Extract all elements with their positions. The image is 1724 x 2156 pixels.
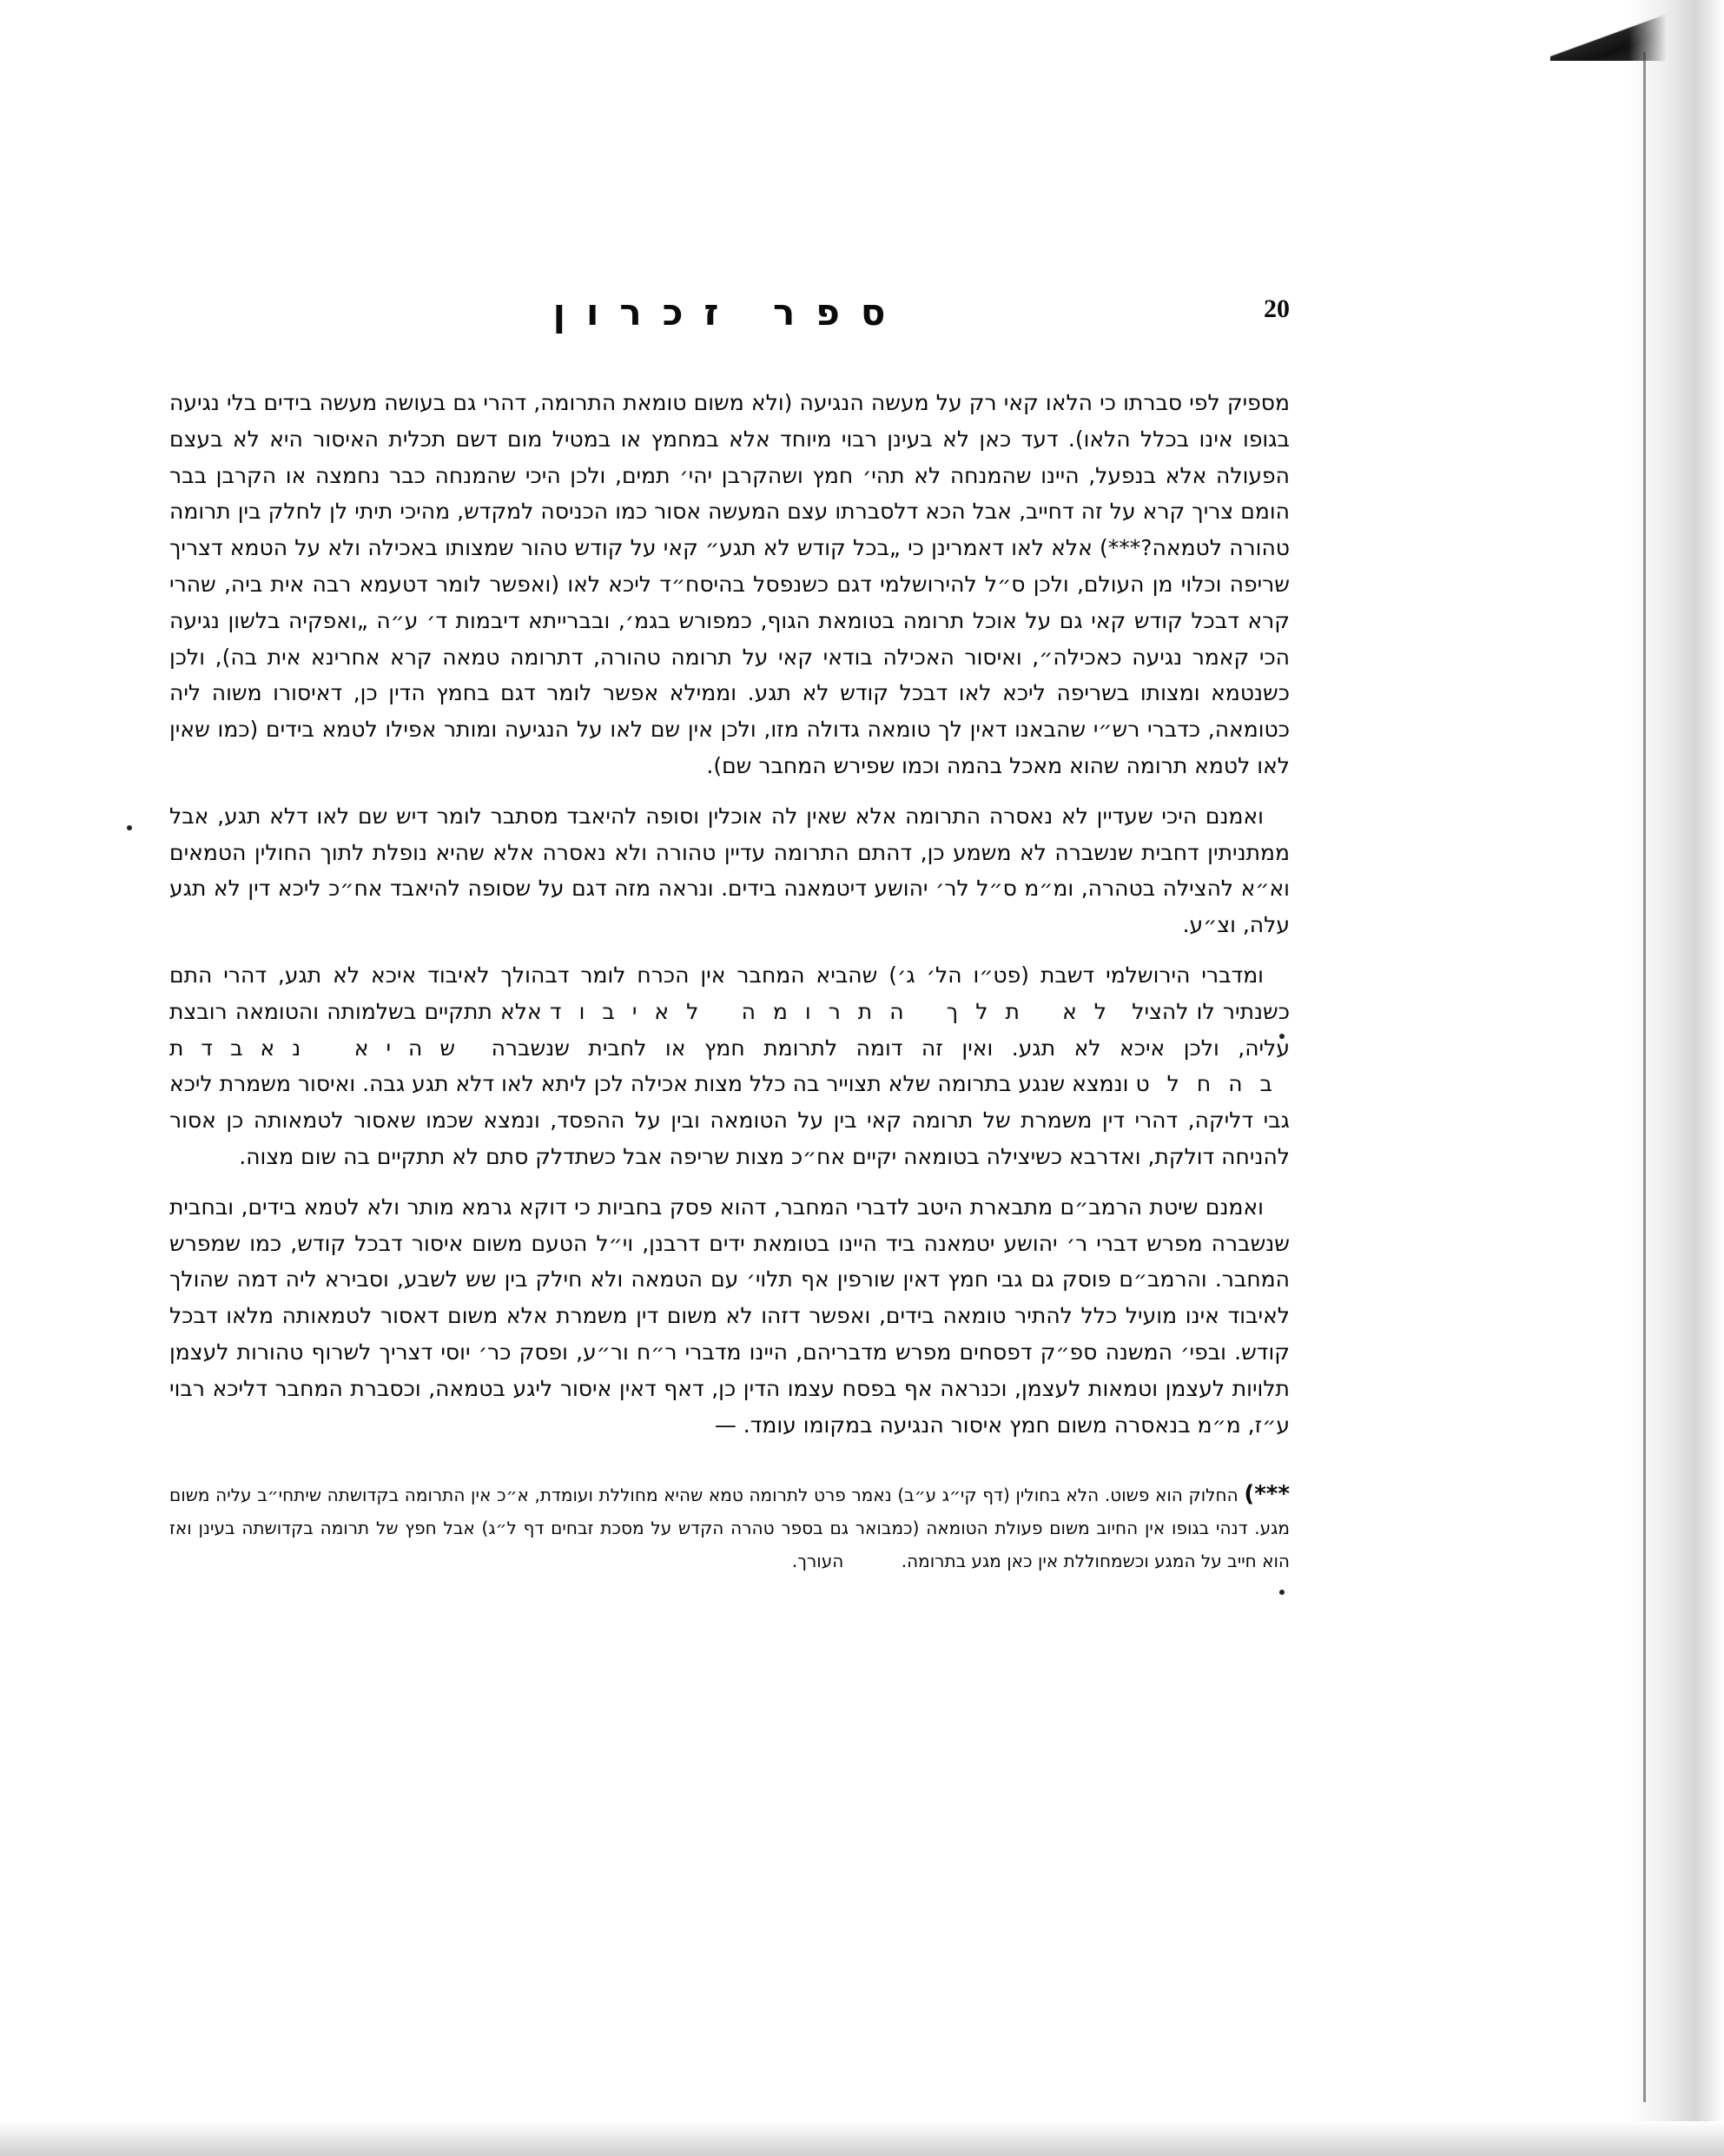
spaced-emphasis-2: שהיא נאבדת בהחלט	[169, 1035, 1290, 1097]
scan-bottom-edge	[0, 2121, 1724, 2156]
footnote-signature: העורך.	[791, 1551, 844, 1572]
footnote	[169, 1478, 1290, 1577]
spaced-emphasis-1: לא תלך התרומה לאיבוד	[549, 998, 1125, 1024]
scan-page-edge-line	[1643, 52, 1646, 2102]
paragraph-3-part-c: ונמצא שנגע בתרומה שלא תצוייר בה כלל מצות אכילה לכן ליתא לאו דלא תגע גבה. ואיסור משמרת ליכא גבי דליקה, דהרי דין משמרת של תרומה קאי בין על הטומאה ובין על ההפסד, ונמצא שכמו שאסור לטמאותה כן אסור להניחה דולקת, ואדרבא כשיצילה בטומאה יקיים אח״כ מצות שריפה אבל כשתדלק סתם לא תתקיים בה שום מצוה.	[169, 1071, 1290, 1169]
paragraph-1: מספיק לפי סברתו כי הלאו קאי רק על מעשה הנגיעה (ולא משום טומאת התרומה, דהרי גם בעושה מעשה בידים בלי נגיעה בגופו אינו בכלל הלאו). דעד כאן לא בעינן רבוי מיוחד אלא במחמץ או במטיל מום דשם תכלית האיסור היא לא בעצם הפעולה אלא בנפעל, היינו שהמנחה לא תהי׳ חמץ ושהקרבן יהי׳ תמים, ולכן היכי שהמנחה כבר נחמצה או הקרבן בבר הומם צריך קרא על זה דחייב, אבל הכא דלסברתו עצם המעשה אסור כמו הכניסה למקדש, מהיכי תיתי לן לחלק בין תרומה טהורה לטמאה?***) אלא לאו דאמרינן כי „בכל קודש לא תגע״ קאי על קודש טהור שמצותו באכילה ולא על הטמא דצריך שריפה וכלוי מן העולם, ולכן ס״ל להירושלמי דגם כשנפסל בהיסח״ד ליכא לאו (ואפשר לומר דטעמא רבה אית ביה, שהרי קרא דבכל קודש קאי גם על אוכל תרומה בטומאת הגוף, כמפורש בגמ׳, ובברייתא דיבמות ד׳ ע״ה „ואפקיה בלשון נגיעה הכי קאמר נגיעה כאכילה״, ואיסור האכילה בודאי קאי על תרומה טהורה, דתרומה טמאה קרא אחרינא אית בה), ולכן כשנטמא ומצותו בשריפה ליכא לאו דבכל קודש לא תגע. וממילא אפשר לומר דגם בחמץ הדין כן, דאיסורו משוה ליה כטומאה, כדברי רש״י שהבאנו דאין לך טומאה גדולה מזו, ולכן אין שם לאו על הנגיעה ומותר אפילו לטמא בידים (כמו שאין לאו לטמא תרומה שהוא מאכל בהמה וכמו שפירש המחבר שם).	[169, 390, 1290, 778]
footnote-marker: ***)	[1244, 1481, 1290, 1508]
paragraph-3-part-b: אלא תתקיים בשלמותה והטומאה רובצת עליה, ולכן איכא לא תגע. ואין זה דומה לתרומת חמץ או לחבית שנשברה	[169, 998, 1291, 1061]
paragraph-2: ואמנם היכי שעדיין לא נאסרה התרומה אלא שאין לה אוכלין וסופה להיאבד מסתבר לומר דיש שם לאו דלא תגע, אבל ממתניתין דחבית שנשברה לא משמע כן, דהתם התרומה עדיין טהורה ולא נאסרה אלא שהיא נופלת לתוך החולין הטמאים וא״א להצילה בטהרה, ומ״מ ס״ל לר׳ יהושע דיטמאנה בידים. ונראה מזה דגם על שסופה להיאבד אח״כ ליכא דין לא תגע עלה, וצ״ע.	[169, 803, 1290, 938]
paragraph-4: ואמנם שיטת הרמב״ם מתבארת היטב לדברי המחבר, דהוא פסק בחביות כי דוקא גרמא מותר ולא לטמא בידים, ובחבית שנשברה מפרש דברי ר׳ יהושע יטמאנה ביד היינו בטומאת ידים דרבנן, וי״ל הטעם משום איסור דבכל קודש, כמו שמפרש המחבר. והרמב״ם פוסק גם גבי חמץ דאין שורפין אף תלוי׳ עם הטמאה ולא חילק בין שש לשבע, וסבירא ליה דמה שהולך לאיבוד אינו מועיל כלל להתיר טומאה בידים, ואפשר דזהו לא משום דין משמרת אלא משום דאסור לטמאותה מלאו דבכל קודש. ובפי׳ המשנה ספ״ק דפסחים מפרש מדבריהם, היינו מדברי ר״ח ור״ע, ופסק כר׳ יוסי דצריך לשרוף טהורות לעצמן תלויות לעצמן וטמאות לעצמן, וכנראה אף בפסח עצמו הדין כן, דאף דאין איסור ליגע בטמאה, וכסברת המחבר דליכא רבוי ע״ז, מ״מ בנאסרה משום חמץ איסור הנגיעה במקומו עומד. —	[169, 1194, 1290, 1438]
paragraph-3	[169, 957, 1290, 1175]
scan-speck	[1279, 1590, 1285, 1595]
scan-speck	[127, 825, 132, 830]
page-content	[169, 291, 1290, 1577]
page-header	[169, 291, 1290, 343]
main-text	[169, 385, 1290, 1443]
paragraph-3-part-a: ומדברי הירושלמי דשבת (פט״ו הל׳ ג׳) שהביא המחבר אין הכרח לומר דבהולך לאיבוד איכא לא תגע, דהרי התם כשנתיר לו להציל	[169, 962, 1290, 1024]
footnote-text: החלוק הוא פשוט. הלא בחולין (דף קי״ג ע״ב) נאמר פרט לתרומה טמא שהיא מחוללת ועומדת, א״כ אין התרומה בקדושתה שיתחי״ב עליה משום מגע. דנהי בגופו אין החיוב משום פעולת הטומאה (כמבואר גם בספר טהרה הקדש על מסכת זבחים דף ל״ג) אבל חפץ של תרומה בקדושתה בעינן ואז הוא חייב על המגע וכשמחוללת אין כאן מגע בתרומה.	[169, 1485, 1290, 1572]
running-title: ספר זכרון	[552, 291, 907, 334]
page-number: 20	[1264, 294, 1290, 323]
